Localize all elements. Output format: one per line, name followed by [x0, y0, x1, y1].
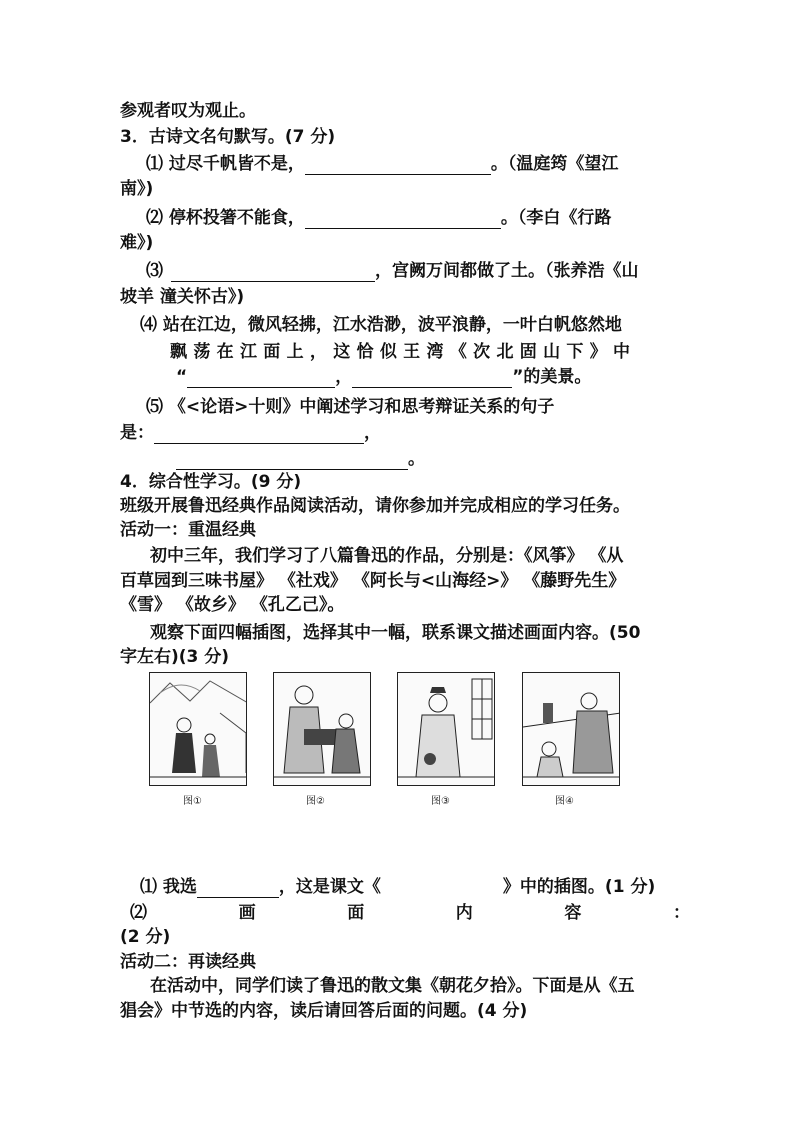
q3-1-suffix: 。（温庭筠《望江 [490, 154, 619, 174]
figure-caption-3: 图③ [431, 796, 450, 807]
q3-3-suffix: ，宫阙万间都做了土。（张养浩《山 [375, 261, 639, 281]
period: 。 [408, 449, 425, 469]
q3-2-wrap: 难》) [120, 233, 154, 253]
q3-3-wrap: 坡羊 潼关怀古》) [120, 287, 245, 307]
activity-1-heading: 活动一：重温经典 [120, 520, 256, 540]
q3-5-line-3 [176, 448, 425, 470]
figure-caption-4: 图④ [555, 796, 574, 807]
sub2-number: ⑵ [130, 903, 147, 923]
illustration-3 [397, 672, 495, 786]
illustration-2 [273, 672, 371, 786]
q3-1-wrap: 南》) [120, 179, 154, 199]
open-quote: “ [176, 367, 188, 387]
sub1-suffix: 》中的插图。(1 分) [502, 877, 656, 897]
sub1-prefix: ⑴ 我选 [140, 877, 197, 897]
answer-blank[interactable] [305, 156, 491, 175]
act1-para-line: 百草园到三味书屋》 《社戏》 《阿长与<山海经>》 《藤野先生》 [120, 571, 626, 591]
sub2-char: 画 [238, 903, 256, 923]
answer-blank[interactable] [154, 425, 364, 444]
q3-4-line-3 [176, 366, 591, 388]
q3-item-3 [146, 260, 639, 282]
act1-para-line: 字左右)(3 分) [120, 647, 230, 667]
sub2-colon: ： [672, 903, 690, 923]
question-3-title: 3．古诗文名句默写。(7 分) [120, 127, 336, 147]
q3-1-prefix: ⑴ 过尽千帆皆不是， [146, 154, 305, 174]
illustration-1 [149, 672, 247, 786]
q3-5-line-2 [120, 422, 381, 444]
q3-5-prefix: 是： [120, 423, 154, 443]
answer-blank[interactable] [305, 210, 501, 229]
answer-blank[interactable] [176, 451, 408, 470]
act1-para-line: 《雪》 《故乡》 《孔乙己》。 [120, 595, 345, 615]
illustration-4 [522, 672, 620, 786]
sub-question-2 [130, 902, 690, 924]
sub2-char: 内 [455, 903, 473, 923]
text-line: 参观者叹为观止。 [120, 101, 256, 121]
close-quote: ”的美景。 [512, 367, 592, 387]
answer-blank[interactable] [171, 263, 375, 282]
figure-caption-2: 图② [306, 796, 325, 807]
sub1-mid: ，这是课文《 [278, 877, 381, 897]
answer-blank[interactable] [352, 369, 512, 388]
sub2-char: 容 [564, 903, 582, 923]
sub2-points: (2 分) [120, 927, 171, 947]
sub2-char: 面 [347, 903, 365, 923]
q3-item-2 [146, 207, 611, 229]
q3-item-1 [146, 153, 618, 175]
q3-2-prefix: ⑵ 停杯投箸不能食， [146, 208, 305, 228]
q3-4-line-2: 飘 荡 在 江 面 上 ， 这 恰 似 王 湾 《 次 北 固 山 下 》 中 [170, 342, 631, 362]
comma: ， [335, 367, 353, 387]
q4-intro: 班级开展鲁迅经典作品阅读活动，请你参加并完成相应的学习任务。 [120, 496, 630, 516]
q3-item-5: ⑸ 《<论语>十则》中阐述学习和思考辩证关系的句子 [146, 397, 555, 417]
sub-question-1 [140, 876, 655, 898]
act2-para-line: 在活动中，同学们读了鲁迅的散文集《朝花夕拾》。下面是从《五 [150, 976, 635, 996]
question-4-title: 4．综合性学习。(9 分) [120, 472, 302, 492]
answer-blank[interactable] [197, 879, 279, 898]
act2-para-line: 猖会》中节选的内容，读后请回答后面的问题。(4 分) [120, 1001, 528, 1021]
comma: ， [364, 423, 381, 443]
q3-3-prefix: ⑶ [146, 261, 163, 281]
answer-blank[interactable] [187, 369, 335, 388]
q3-2-suffix: 。（李白《行路 [500, 208, 612, 228]
figure-caption-1: 图① [183, 796, 202, 807]
q3-item-4: ⑷ 站在江边，微风轻拂，江水浩渺，波平浪静，一叶白帆悠然地 [140, 315, 622, 335]
act1-para-line: 初中三年，我们学习了八篇鲁迅的作品，分别是：《风筝》 《从 [150, 546, 624, 566]
act1-para-line: 观察下面四幅插图，选择其中一幅，联系课文描述画面内容。(50 [150, 623, 641, 643]
activity-2-heading: 活动二：再读经典 [120, 952, 256, 972]
